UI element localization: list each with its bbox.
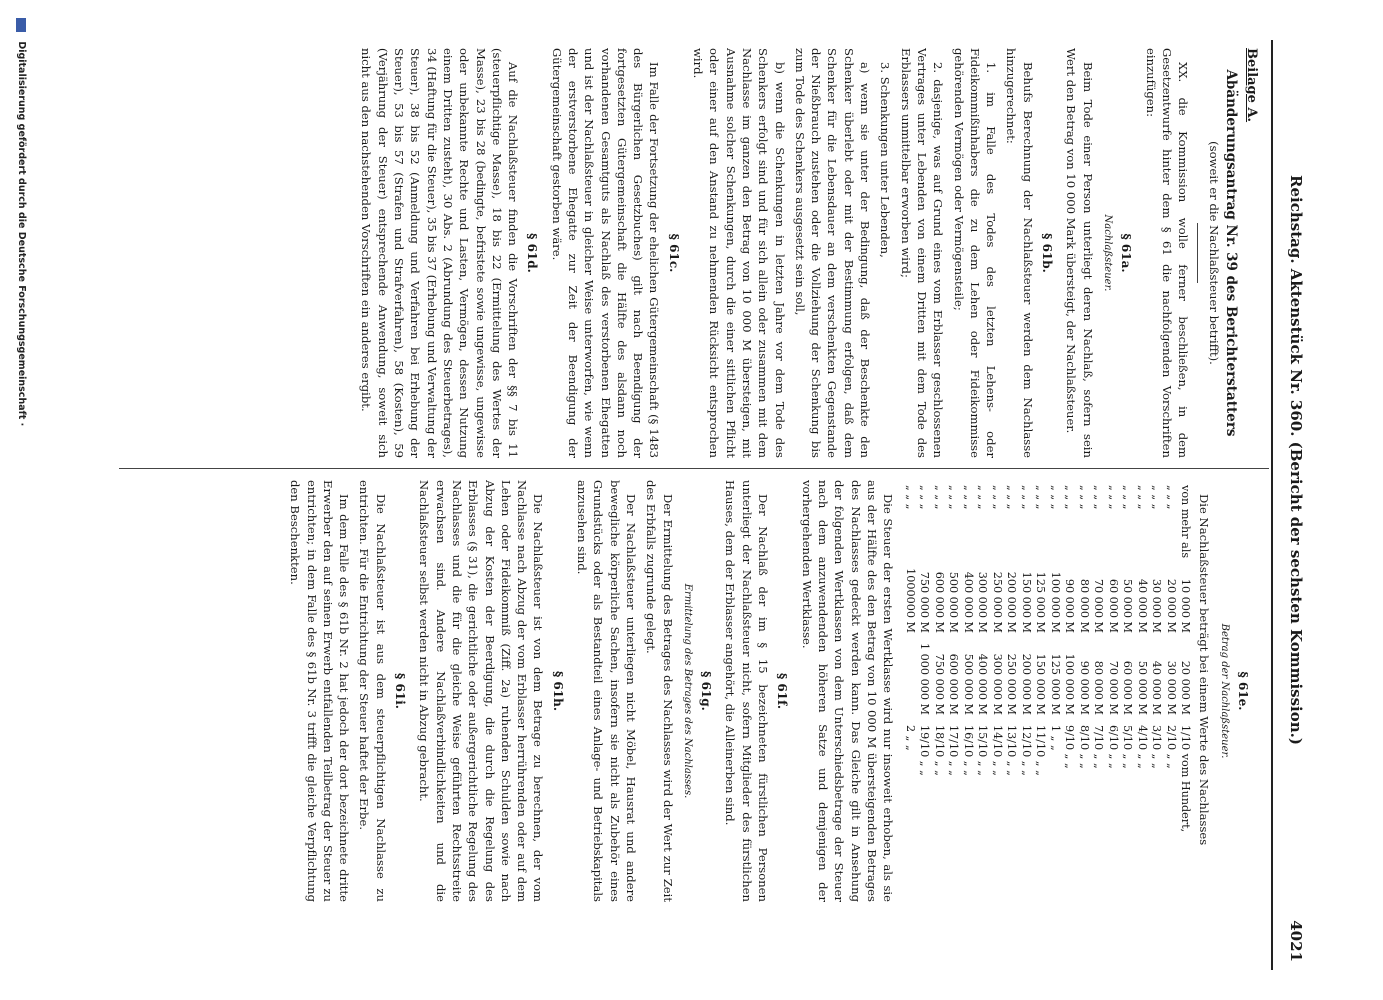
rate-from: 80 000 M [1077,578,1091,633]
rate-to: 500 000 M [961,653,975,715]
rate-from: 10 000 M [1179,578,1193,633]
rate-to: 40 000 M [1150,660,1164,715]
rate-to: 600 000 M [947,653,961,715]
section-61b-intro: Behufs Berechnung der Nachlaßsteuer werden dem Nachlasse hinzugerechnet: [1004,48,1035,458]
rate-row [1076,480,1091,837]
rate-to: 80 000 M [1092,660,1106,715]
right-column [109,480,1259,902]
section-61e-intro: Die Nachlaßsteuer beträgt bei einem Werte des Nachlasses [1197,494,1212,846]
rate-pre: „ „ „ [976,485,990,510]
rate-from: 60 000 M [1106,578,1120,633]
section-61d-heading: § 61d. [525,233,540,273]
short-rule [1197,223,1198,283]
rate-row [1033,480,1048,837]
rate-to: 30 000 M [1164,660,1178,715]
rate-rate: 16/10 „ „ [961,724,975,776]
rate-row [946,480,961,837]
rate-from: 30 000 M [1150,578,1164,633]
section-61c-text: Im Falle der Fortsetzung der ehelichen Gütergemeinschaft (§ 1483 des Bürgerlichen Gesetzbuches) gilt nach Beendigung der fortgesetzten Gütergemeinschaft die Hälfte des alsdann noch vorhandenen Gesamtguts als Nachlaß des verstorbenen Ehegatten und ist der Nachlaßsteuer in gleicher Weise unterworfen, wie wenn der erstverstorbene Ehegatte zur Zeit der Beendigung der Gütergemeinschaft gestorben wäre. [549,48,662,458]
rate-to: 150 000 M [1034,653,1048,715]
rate-rate: 8/10 „ „ [1077,724,1091,769]
section-61i-heading: § 61i. [393,673,408,709]
rate-row [1091,480,1106,837]
rate-pre: „ „ „ [932,485,946,510]
section-61a-subheading: Nachlaßsteuer. [1101,214,1113,292]
rate-pre: „ „ „ [1077,485,1091,510]
dfg-logo-icon [17,18,27,32]
section-61b-heading: § 61b. [1040,233,1055,273]
header-title: Reichstag. Aktenstück Nr. 360. (Bericht der sechsten Kommission.) [1287,175,1305,745]
section-61i-text-2: Im dem Falle des § 61b Nr. 2 hat jedoch der dort bezeichnete dritte Erwerber den auf seinen Erwerb entfallenden Teilbetrag der Steuer zu entrichten; in dem Falle des § 61b Nr. 3 trifft die gleiche Verpflichtung den Beschenkten. [288,480,352,902]
section-61e-heading: § 61e. [1236,671,1250,711]
rate-from: 600 000 M [932,571,946,633]
rate-rate: 1 „ „ [1048,724,1062,751]
rate-pre: „ „ „ [918,485,932,510]
column-divider [119,468,1269,469]
rate-pre: „ „ „ [1106,485,1120,510]
rate-rate: 13/10 „ „ [1005,724,1019,776]
rate-row [1134,480,1149,837]
rate-to: 90 000 M [1077,660,1091,715]
rate-row [1120,480,1135,837]
rate-from: 40 000 M [1135,578,1149,633]
rate-pre: „ „ „ [1121,485,1135,510]
beilage-subtitle: (soweit er die Nachlaßsteuer betrifft). [1207,141,1222,365]
rate-row [960,480,975,837]
rate-rate: 7/10 „ „ [1092,724,1106,769]
rate-rate: 17/10 „ „ [947,724,961,776]
left-column [109,48,1259,458]
rate-to: 200 000 M [1019,653,1033,715]
section-61e-subheading: Betrag der Nachlaßsteuer. [1218,623,1230,759]
section-61g-subheading: Ermittelung des Betrages des Nachlasses. [681,583,693,799]
rate-pre: „ „ „ [947,485,961,510]
dfg-credit [16,0,27,1000]
rate-pre: „ „ „ [1034,485,1048,510]
rate-rate: 15/10 „ „ [976,724,990,776]
rate-to: 1 000 000 M [918,643,932,715]
rate-rate: 4/10 „ „ [1135,724,1149,769]
section-61i-text-1: Die Nachlaßsteuer ist aus dem steuerpflichtigen Nachlasse zu entrichten. Für die Entrichtung der Steuer haftet der Erbe. [357,480,388,902]
rate-from: 50 000 M [1121,578,1135,633]
page-header [1275,40,1313,970]
rate-pre: „ „ „ [903,485,917,510]
rate-rate: 5/10 „ „ [1121,724,1135,769]
rate-row [1047,480,1062,837]
rate-from: 100 000 M [1048,571,1062,633]
rate-to [902,638,917,720]
section-61h-heading: § 61h. [550,670,565,712]
rate-from: 125 000 M [1034,571,1048,633]
rate-from: 150 000 M [1019,571,1033,633]
rate-pre: „ „ „ [1164,485,1178,510]
rate-to: 60 000 M [1121,660,1135,715]
scanned-page [63,40,1313,970]
rate-row [1062,480,1077,837]
section-61g-text-1: Der Ermittelung des Betrages des Nachlasses wird der Wert zur Zeit des Erbfalls zugrunde gelegt. [644,480,675,902]
rate-row [1163,480,1178,837]
rate-row [1018,480,1033,837]
section-61b-item-1: 1. im Falle des Todes des letzten Lehens- oder Fideikommißinhabers die zu dem Lehen oder Fideikommisse gehörenden Vermögen oder Vermögensteile; [951,48,999,458]
rate-pre: „ „ „ [1063,485,1077,510]
rate-rate: 11/10 „ „ [1034,724,1048,776]
rate-rate: 18/10 „ „ [932,724,946,776]
section-61b-item-2: 2. dasjenige, was auf Grund eines vom Erblasser geschlossenen Vertrages unter Lebenden von einem Dritten mit dem Tode des Erblassers unmittelbar erworben wird; [898,48,946,458]
rate-from: 90 000 M [1063,578,1077,633]
section-61h-text: Die Nachlaßsteuer ist von dem Betrage zu berechnen, der vom Nachlasse nach Abzug der vom Erblasser herrührenden oder auf dem Lehen oder Fideikommiß (Ziff. 2a) ruhenden Schulden sowie nach Abzug der Kosten der Beerdigung, die durch die Regelung des Erblasses (§ 31), die gerichtliche oder außergerichtliche Regelung des Nachlasses und die für die gleiche Weise geführten Rechtsstreite erwachsen sind. Andere Nachlaßverbindlichkeiten und die Nachlaßsteuer selbst werden nicht in Abzug gebracht. [417,480,546,902]
rate-to: 400 000 M [976,653,990,715]
section-61g-heading: § 61g. [699,671,714,711]
rate-pre: „ „ „ [1150,485,1164,510]
rate-from: 250 000 M [990,571,1004,633]
section-61c-heading: § 61c. [666,233,681,273]
section-61b-item-3a: a) wenn sie unter der Bedingung, daß der Beschenkte den Schenker überlebt oder mit der Bestimmung erfolgen, daß dem Schenker für die Lebensdauer an dem verschenkten Gegenstande der Nießbrauch zustehen oder die Vollziehung der Schenkung bis zum Tode des Schenkers ausgesetzt sein soll, [792,48,873,458]
section-61g-text-2: Der Nachlaßsteuer unterliegen nicht Möbel, Hausrat und andere bewegliche körperliche Sachen, insofern sie nicht als Zubehör eines Grundstücks oder als Bestandteil eines Anlage- und Betriebskapitals anzusehen sind. [575,480,638,902]
rate-rate: 2 „ „ [903,724,917,751]
rate-from: 750 000 M [918,571,932,633]
section-61a-text: Beim Tode einer Person unterliegt deren Nachlaß, sofern sein Wert den Betrag von 10 000 Mark übersteigt, der Nachlaßsteuer. [1064,48,1095,458]
rate-row [902,480,917,837]
rate-to: 100 000 M [1063,653,1077,715]
section-61e-text: Die Steuer der ersten Wertklasse wird nur insoweit erhoben, als sie aus der Hälfte des den Betrag von 10 000 M übersteigenden Betrages des Nachlasses gedeckt werden kann. Das Gleiche gilt in Ansehung der folgenden Wertklassen von dem Unterschiedsbetrage der Steuer nach dem anzuwendenden höheren Satze und demjenigen der vorhergehenden Wertklasse. [799,480,896,902]
section-61f-text: Der Nachlaß der im § 15 bezeichneten fürstlichen Personen unterliegt der Nachlaßsteuer nicht, sofern Mitglieder des fürstlichen Hauses, dem der Erblasser angehört, die Alleinerben sind. [723,480,771,902]
rate-row [1149,480,1164,837]
rate-rate: 14/10 „ „ [990,724,1004,776]
rate-row [1004,480,1019,837]
rate-from: 300 000 M [976,571,990,633]
rate-from: 500 000 M [947,571,961,633]
rate-pre: „ „ „ [1048,485,1062,510]
rate-pre: „ „ „ [1019,485,1033,510]
rate-row [931,480,946,837]
rate-rate: 3/10 „ „ [1150,724,1164,769]
rate-from: 1000000 M [903,568,917,633]
rate-row [1105,480,1120,837]
rate-row [989,480,1004,837]
rate-pre: von mehr als [1179,485,1193,559]
rate-to: 750 000 M [932,653,946,715]
rate-pre: „ „ „ [1092,485,1106,510]
beilage-label: Beilage A. [1244,48,1259,123]
rate-pre: „ „ „ [1135,485,1149,510]
rate-row [1178,480,1193,837]
rate-to: 125 000 M [1048,653,1062,715]
rate-pre: „ „ „ [990,485,1004,510]
dfg-credit-text: Digitalisierung gefördert durch die Deutsche Forschungsgemeinschaft · [16,41,27,427]
rate-to: 50 000 M [1135,660,1149,715]
page-number: 4021 [1287,920,1305,962]
rate-to: 300 000 M [990,653,1004,715]
section-61b-item-3: 3. Schenkungen unter Lebenden, [878,62,893,258]
rate-rate: 19/10 „ „ [918,724,932,776]
rate-to: 20 000 M [1179,660,1193,715]
rate-rate: 12/10 „ „ [1019,724,1033,776]
section-61f-heading: § 61f. [775,672,790,710]
rate-row [917,480,932,837]
tax-rate-table [902,480,1192,837]
rate-pre: „ „ „ [961,485,975,510]
rate-rate: 2/10 „ „ [1164,724,1178,769]
rate-rate: 6/10 „ „ [1106,724,1120,769]
rate-pre: „ „ „ [1005,485,1019,510]
beilage-title: Abänderungsantrag Nr. 39 des Berichterstatters [1222,69,1239,437]
rate-from: 70 000 M [1092,578,1106,633]
rate-from: 20 000 M [1164,578,1178,633]
intro-paragraph: XX. die Kommission wolle ferner beschließen, in dem Gesetzentwurfe hinter dem § 61 die nachfolgenden Vorschriften einzufügen: [1143,48,1191,458]
section-61d-text: Auf die Nachlaßsteuer finden die Vorschriften der §§ 7 bis 11 (steuerpflichtige Masse), 18 bis 22 (Ermittelung des Wertes der Masse), 23 bis 28 (bedingte, befristete sowie ungewisse, ungewisse oder unbekannte Rechte und Lasten, Vermögen, dessen Nutzung einem Dritten zusteht), 30 Abs. 2 (Abrundung des Steuerbetrages), 34 (Haftung für die Steuer), 35 bis 37 (Erhebung und Verwaltung der Steuer), 38 bis 52 (Anmeldung und Verfahren bei Erhebung der Steuer), 53 bis 57 (Strafen und Strafverfahren), 58 (Kosten), 59 (Verjährung der Steuer) entsprechende Anwendung, soweit sich nicht aus den nachstehenden Vorschriften ein anderes ergibt. [359,48,521,458]
section-61a-heading: § 61a. [1119,233,1134,273]
rate-from: 400 000 M [961,571,975,633]
rate-rate: 1/10 vom Hundert, [1179,724,1193,833]
rate-to: 250 000 M [1005,653,1019,715]
header-rule [1271,40,1273,970]
rate-rate: 9/10 „ „ [1063,724,1077,769]
rate-from: 200 000 M [1005,571,1019,633]
rate-row [975,480,990,837]
section-61b-item-3b: b) wenn die Schenkungen in letzten Jahre vor dem Tode des Schenkers erfolgt sind und für sich allein oder zusammen mit dem Nachlasse im ganzen den Betrag von 10 000 M übersteigen, mit Ausnahme solcher Schenkungen, durch die einer sittlichen Pflicht oder einer auf den Anstand zu nehmenden Rücksicht entsprochen wird. [691,48,787,458]
rate-to: 70 000 M [1106,660,1120,715]
